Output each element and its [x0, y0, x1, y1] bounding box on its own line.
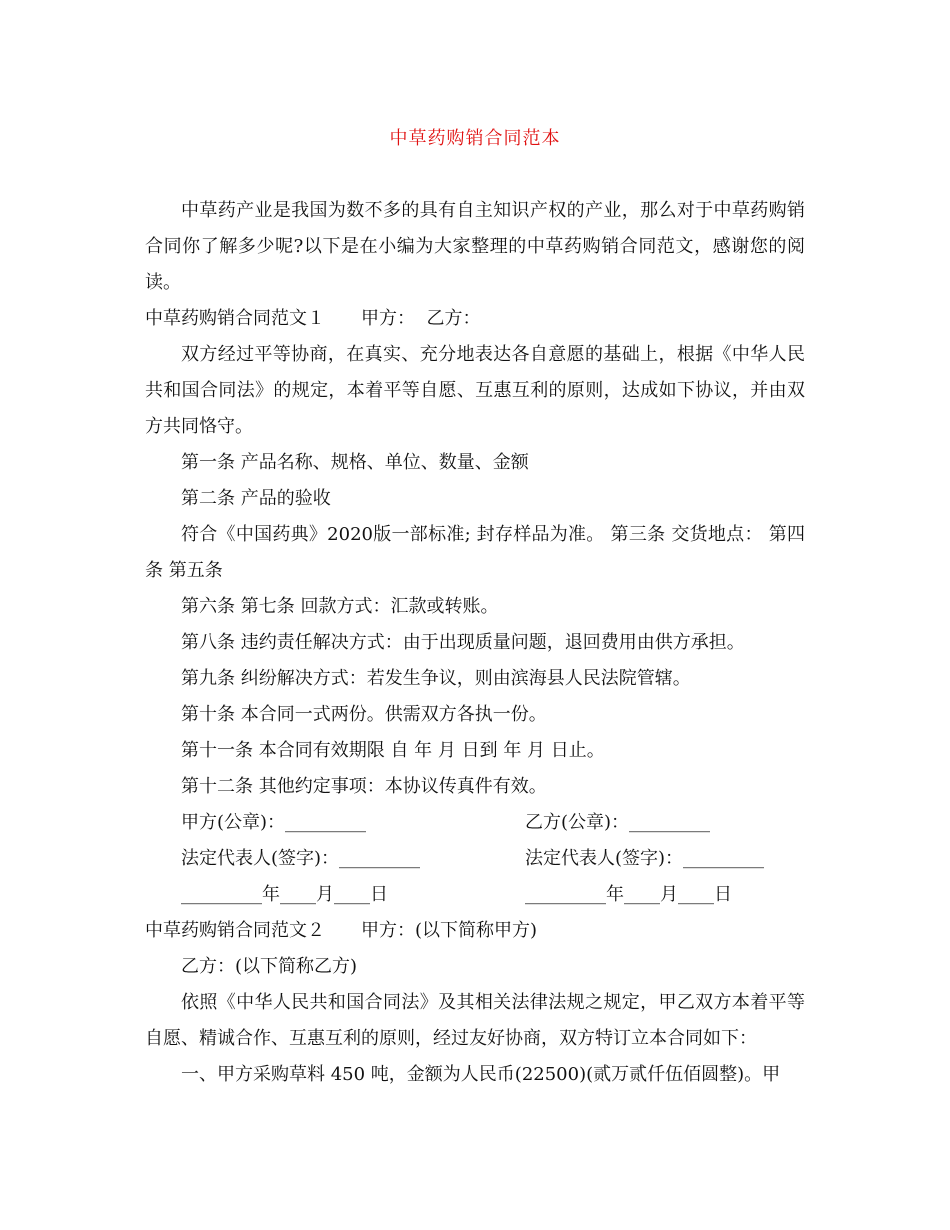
clause-8: 第八条 违约责任解决方式：由于出现质量问题，退回费用由供方承担。 [181, 632, 745, 653]
sample2-party-b: 乙方：(以下简称乙方) [181, 956, 358, 977]
signature-seal-row [145, 805, 805, 841]
signature-date-row [145, 877, 805, 913]
party-b-seal: 乙方(公章)：_________ [525, 812, 711, 833]
intro-paragraph: 中草药产业是我国为数不多的具有自主知识产权的产业，那么对于中草药购销合同你了解多少呢?以下是在小编为大家整理的中草药购销合同范文，感谢您的阅读。 [145, 200, 805, 293]
signature-rep-row [145, 841, 805, 877]
clause-1: 第一条 产品名称、规格、单位、数量、金额 [181, 452, 529, 473]
sample2-clause-1: 一、甲方采购草料 450 吨，金额为人民币(22500)(贰万贰仟伍佰圆整)。甲 [181, 1064, 781, 1085]
clause-11: 第十一条 本合同有效期限 自 年 月 日到 年 月 日止。 [181, 740, 605, 761]
party-a-seal: 甲方(公章)：_________ [181, 812, 367, 833]
sample2-preamble: 依照《中华人民共和国合同法》及其相关法律法规之规定，甲乙双方本着平等自愿、精诚合作、互惠互利的原则，经过友好协商，双方特订立本合同如下： [145, 992, 805, 1049]
document-title: 中草药购销合同范本 [389, 128, 561, 149]
clause-12: 第十二条 其他约定事项：本协议传真件有效。 [181, 776, 547, 797]
clause-2-detail: 符合《中国药典》2020版一部标准; 封存样品为准。 第三条 交货地点： 第四条 第五条 [145, 524, 805, 581]
clause-2: 第二条 产品的验收 [181, 488, 331, 509]
party-b-date: _________年____月____日 [525, 884, 732, 905]
clause-9: 第九条 纠纷解决方式：若发生争议，则由滨海县人民法院管辖。 [181, 668, 691, 689]
clause-6-7: 第六条 第七条 回款方式：汇款或转账。 [181, 596, 499, 617]
sample2-heading: 中草药购销合同范文２ 甲方：(以下简称甲方) [145, 920, 538, 941]
party-a-representative: 法定代表人(签字)：_________ [181, 848, 421, 869]
document-body [145, 193, 805, 1093]
party-b-representative: 法定代表人(签字)：_________ [525, 848, 765, 869]
sample1-heading: 中草药购销合同范文１ 甲方： 乙方： [145, 308, 481, 329]
sample1-preamble: 双方经过平等协商，在真实、充分地表达各自意愿的基础上，根据《中华人民共和国合同法》的规定，本着平等自愿、互惠互利的原则，达成如下协议，并由双方共同恪守。 [145, 344, 805, 437]
clause-10: 第十条 本合同一式两份。供需双方各执一份。 [181, 704, 547, 725]
party-a-date: _________年____月____日 [181, 884, 388, 905]
